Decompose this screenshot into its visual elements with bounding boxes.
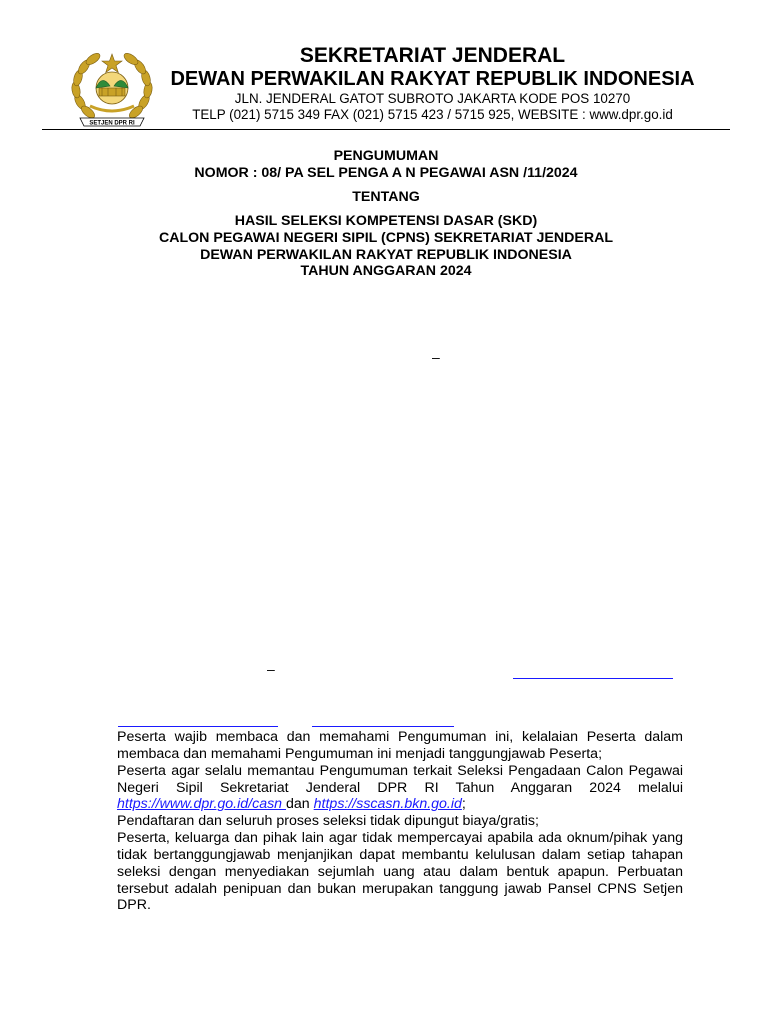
sscasn-link[interactable]: https://sscasn.bkn.go.id (313, 796, 462, 813)
subject-line-4: TAHUN ANGGARAN 2024 (300, 263, 472, 279)
hyperlink-underline-2[interactable] (118, 726, 278, 727)
org-title-line1: SEKRETARIAT JENDERAL (299, 44, 566, 67)
announcement-number: NOMOR : 08/ PA SEL PENGA A N PEGAWAI ASN /11/2024 (194, 165, 578, 181)
announcement-about: TENTANG (352, 189, 420, 205)
org-contact: TELP (021) 5715 349 FAX (021) 5715 423 / 5715 925, WEBSITE : www.dpr.go.id (192, 107, 673, 122)
dash-fragment-1: – (432, 349, 440, 365)
note-paragraph-1: Peserta wajib membaca dan memahami Pengumuman ini, kelalaian Peserta dalam membaca dan memahami Pengumuman ini menjadi tanggungjawab Peserta; (117, 729, 683, 762)
note-2-text: Peserta agar selalu memantau Pengumuman terkait Seleksi Pengadaan Calon Pegawai Negeri Sipil Sekretariat Jenderal DPR RI Tahun Anggaran 2024 melalui (117, 762, 683, 796)
subject-line-2: CALON PEGAWAI NEGERI SIPIL (CPNS) SEKRETARIAT JENDERAL (158, 230, 614, 246)
dash-fragment-2: – (267, 661, 275, 677)
org-title-line2: DEWAN PERWAKILAN RAKYAT REPUBLIK INDONESIA (170, 68, 695, 90)
note-paragraph-2 (117, 763, 683, 814)
org-address: JLN. JENDERAL GATOT SUBROTO JAKARTA KODE POS 10270 (234, 91, 631, 106)
hyperlink-underline-1[interactable] (513, 678, 673, 679)
dpr-emblem-icon (66, 44, 158, 136)
note-paragraph-4: Peserta, keluarga dan pihak lain agar tidak mempercayai apabila ada oknum/pihak yang tidak bertanggungjawab menjanjikan dapat membantu kelulusan dalam setiap tahapan seleksi dengan menyediakan sejumlah uang atau dalam bentuk apapun. Perbuatan tersebut adalah penipuan dan bukan merupakan tanggung jawab Pansel CPNS Setjen DPR. (117, 830, 683, 914)
note-2-end: ; (461, 796, 466, 813)
logo-caption: SETJEN DPR RI (89, 120, 135, 127)
hyperlink-underline-3[interactable] (312, 726, 454, 727)
dpr-casn-link[interactable]: https://www.dpr.go.id/casn (117, 796, 287, 813)
announcement-heading: PENGUMUMAN (333, 148, 439, 164)
notes-section (117, 729, 683, 914)
note-paragraph-3: Pendaftaran dan seluruh proses seleksi tidak dipungut biaya/gratis; (117, 813, 539, 830)
letterhead-divider (42, 129, 730, 130)
note-2-conjunction: dan (286, 796, 314, 813)
subject-line-3: DEWAN PERWAKILAN RAKYAT REPUBLIK INDONESIA (200, 247, 572, 263)
subject-line-1: HASIL SELEKSI KOMPETENSI DASAR (SKD) (234, 213, 538, 229)
